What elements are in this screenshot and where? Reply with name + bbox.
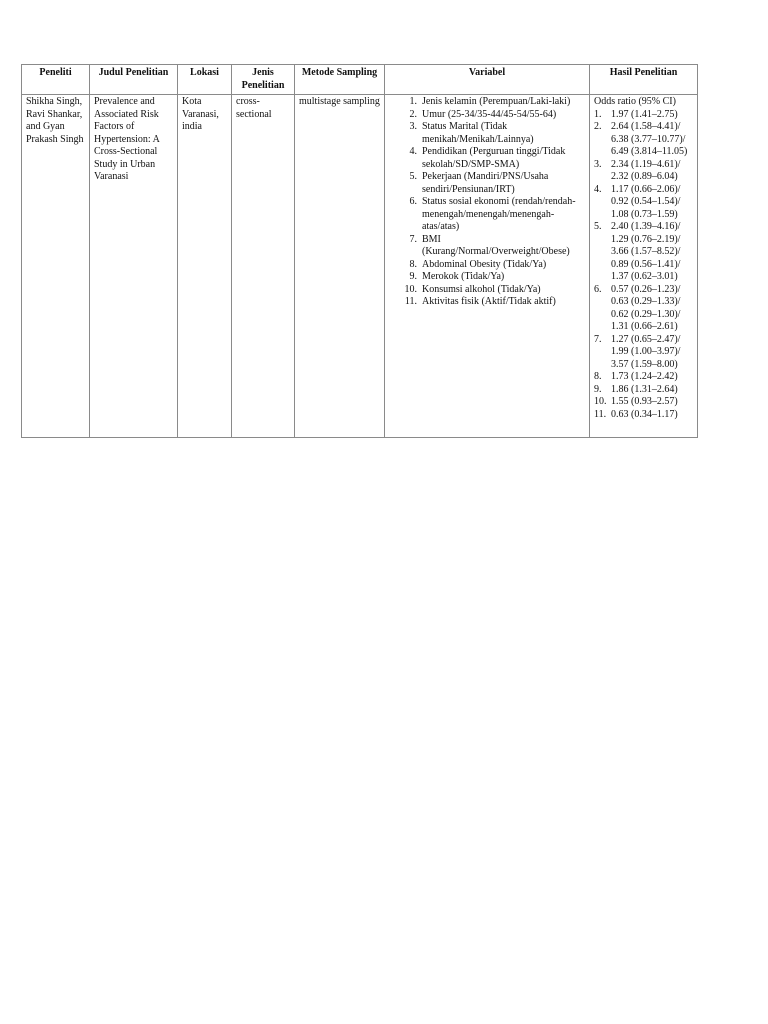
list-item-text: Konsumsi alkohol (Tidak/Ya) bbox=[422, 283, 541, 295]
header-row bbox=[22, 65, 698, 95]
list-item-number: 6. bbox=[594, 283, 602, 295]
list-item-number: 1. bbox=[594, 108, 602, 120]
list-item-text: Pendidikan (Perguruan tinggi/Tidak sekolah/SD/SMP-SMA) bbox=[422, 146, 566, 170]
header-jenis: Jenis Penelitian bbox=[232, 65, 295, 95]
list-item-text: Status sosial ekonomi (rendah/rendah-menengah/menengah/menengah-atas/atas) bbox=[422, 196, 576, 232]
list-item-number: 4. bbox=[409, 146, 417, 157]
list-item-number: 5. bbox=[594, 221, 602, 232]
research-table bbox=[21, 64, 698, 438]
list-item-text: 1.55 (0.93–2.57) bbox=[611, 396, 678, 407]
header-metode: Metode Sampling bbox=[295, 65, 385, 95]
header-judul: Judul Penelitian bbox=[90, 65, 178, 95]
list-item bbox=[594, 184, 693, 222]
list-item-text: Umur (25-34/35-44/45-54/55-64) bbox=[422, 108, 557, 120]
list-item bbox=[401, 284, 585, 297]
list-item-number: 3. bbox=[594, 158, 602, 170]
list-item-text: 2.64 (1.58–4.41)/ 6.38 (3.77–10.77)/ 6.49 (3.814–11.05) bbox=[611, 121, 688, 157]
list-item-text: 2.40 (1.39–4.16)/ 1.29 (0.76–2.19)/ 3.66 (1.57–8.52)/ 0.89 (0.56–1.41)/ 1.37 (0.62–3.01) bbox=[611, 221, 681, 282]
cell-lokasi: Kota Varanasi, india bbox=[178, 95, 232, 438]
list-item bbox=[401, 146, 585, 171]
list-item bbox=[401, 109, 585, 122]
table-row bbox=[22, 95, 698, 438]
list-item-text: 1.17 (0.66–2.06)/ 0.92 (0.54–1.54)/ 1.08 (0.73–1.59) bbox=[611, 183, 681, 220]
list-item bbox=[401, 96, 585, 109]
list-item-number: 6. bbox=[409, 196, 417, 207]
header-hasil: Hasil Penelitian bbox=[590, 65, 698, 95]
list-item-text: 2.34 (1.19–4.61)/ 2.32 (0.89–6.04) bbox=[611, 158, 681, 182]
list-item bbox=[401, 121, 585, 146]
list-item-text: 0.57 (0.26–1.23)/ 0.63 (0.29–1.33)/ 0.62 (0.29–1.30)/ 1.31 (0.66–2.61) bbox=[611, 283, 681, 332]
list-item bbox=[401, 259, 585, 272]
list-item-number: 3. bbox=[409, 121, 417, 132]
list-item-number: 7. bbox=[594, 333, 602, 345]
list-item bbox=[594, 384, 693, 397]
cell-hasil bbox=[590, 95, 698, 438]
list-item-number: 2. bbox=[409, 108, 417, 120]
header-lokasi: Lokasi bbox=[178, 65, 232, 95]
variabel-list bbox=[389, 96, 585, 309]
cell-judul: Prevalence and Associated Risk Factors of Hypertension: A Cross-Sectional Study in Urban Varanasi bbox=[90, 95, 178, 438]
header-peneliti: Peneliti bbox=[22, 65, 90, 95]
list-item-number: 9. bbox=[594, 383, 602, 395]
list-item-text: Pekerjaan (Mandiri/PNS/Usaha sendiri/Pensiunan/IRT) bbox=[422, 171, 549, 195]
hasil-list bbox=[594, 109, 693, 422]
list-item-text: Merokok (Tidak/Ya) bbox=[422, 271, 505, 282]
list-item-number: 10. bbox=[404, 283, 417, 295]
list-item-number: 7. bbox=[409, 233, 417, 245]
list-item-number: 5. bbox=[409, 171, 417, 182]
list-item-text: 0.63 (0.34–1.17) bbox=[611, 408, 678, 420]
list-item-text: 1.97 (1.41–2.75) bbox=[611, 108, 678, 120]
list-item-text: BMI (Kurang/Normal/Overweight/Obese) bbox=[422, 233, 570, 257]
list-item-text: Abdominal Obesity (Tidak/Ya) bbox=[422, 258, 547, 270]
list-item-number: 8. bbox=[409, 258, 417, 270]
header-variabel: Variabel bbox=[385, 65, 590, 95]
list-item bbox=[401, 296, 585, 309]
list-item-number: 11. bbox=[404, 296, 417, 307]
hasil-intro: Odds ratio (95% CI) bbox=[594, 96, 676, 107]
cell-peneliti: Shikha Singh, Ravi Shankar, and Gyan Prakash Singh bbox=[22, 95, 90, 438]
list-item-number: 1. bbox=[409, 96, 417, 107]
list-item bbox=[401, 171, 585, 196]
cell-jenis: cross-sectional bbox=[232, 95, 295, 438]
list-item-text: 1.86 (1.31–2.64) bbox=[611, 383, 678, 395]
list-item-number: 8. bbox=[594, 371, 602, 382]
list-item bbox=[594, 334, 693, 372]
cell-metode: multistage sampling bbox=[295, 95, 385, 438]
list-item bbox=[594, 409, 693, 422]
list-item-text: 1.27 (0.65–2.47)/ 1.99 (1.00–3.97)/ 3.57 (1.59–8.00) bbox=[611, 333, 681, 370]
list-item bbox=[594, 121, 693, 159]
list-item bbox=[594, 371, 693, 384]
list-item-number: 11. bbox=[594, 408, 607, 420]
list-item bbox=[594, 284, 693, 334]
list-item bbox=[594, 396, 693, 409]
list-item bbox=[594, 159, 693, 184]
list-item-number: 9. bbox=[409, 271, 417, 282]
list-item-text: Jenis kelamin (Perempuan/Laki-laki) bbox=[422, 96, 571, 107]
list-item-text: 1.73 (1.24–2.42) bbox=[611, 371, 678, 382]
list-item-text: Status Marital (Tidak menikah/Menikah/Lainnya) bbox=[422, 121, 534, 145]
cell-variabel bbox=[385, 95, 590, 438]
list-item bbox=[594, 109, 693, 122]
list-item-number: 4. bbox=[594, 183, 602, 195]
list-item-number: 2. bbox=[594, 121, 602, 132]
list-item bbox=[401, 196, 585, 234]
list-item-text: Aktivitas fisik (Aktif/Tidak aktif) bbox=[422, 296, 556, 307]
list-item bbox=[594, 221, 693, 284]
list-item-number: 10. bbox=[594, 396, 607, 407]
list-item bbox=[401, 234, 585, 259]
list-item bbox=[401, 271, 585, 284]
